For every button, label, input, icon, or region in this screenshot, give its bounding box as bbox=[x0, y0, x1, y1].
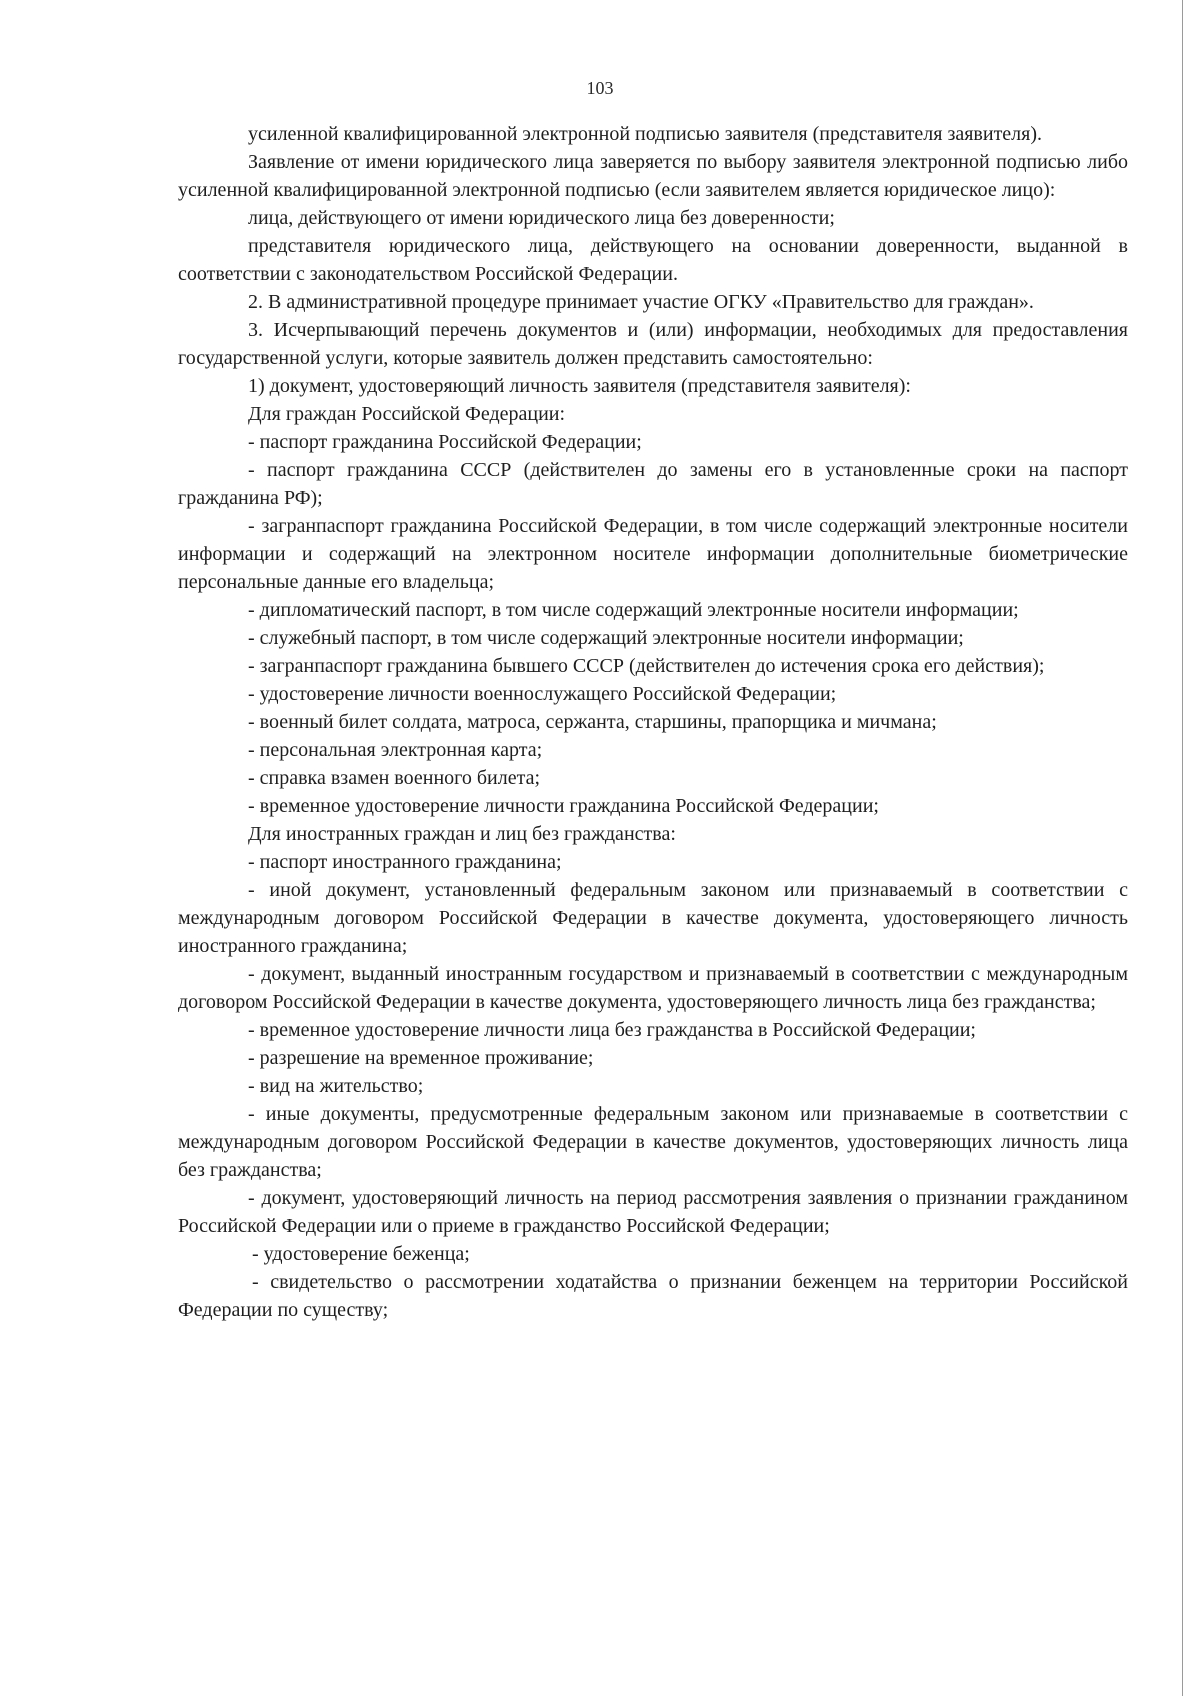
list-item: - паспорт гражданина СССР (действителен до замены его в установленные сроки на паспорт гражданина РФ); bbox=[178, 459, 1128, 509]
list-item: - разрешение на временное проживание; bbox=[248, 1047, 594, 1069]
list-heading: 1) документ, удостоверяющий личность заявителя (представителя заявителя): bbox=[248, 375, 911, 397]
list-item: - иной документ, установленный федеральным законом или признаваемый в соответствии с международным договором Российской Федерации в качестве документа, удостоверяющего личность иностранного гражданина; bbox=[178, 879, 1128, 957]
list-item: - временное удостоверение личности гражданина Российской Федерации; bbox=[248, 795, 879, 817]
list-item: - военный билет солдата, матроса, сержанта, старшины, прапорщика и мичмана; bbox=[248, 711, 937, 733]
list-item: - служебный паспорт, в том числе содержащий электронные носители информации; bbox=[248, 627, 964, 649]
paragraph: 3. Исчерпывающий перечень документов и (или) информации, необходимых для предоставления государственной услуги, которые заявитель должен представить самостоятельно: bbox=[178, 319, 1128, 369]
paragraph: Заявление от имени юридического лица заверяется по выбору заявителя электронной подписью либо усиленной квалифицированной электронной подписью (если заявителем является юридическое лицо): bbox=[178, 151, 1128, 201]
list-item: - персональная электронная карта; bbox=[248, 739, 543, 761]
page-edge-line bbox=[1182, 0, 1183, 1696]
paragraph: лица, действующего от имени юридического лица без доверенности; bbox=[248, 207, 835, 229]
list-item: - свидетельство о рассмотрении ходатайства о признании беженцем на территории Российской Федерации по существу; bbox=[178, 1271, 1128, 1321]
paragraph: 2. В административной процедуре принимает участие ОГКУ «Правительство для граждан». bbox=[248, 291, 1034, 313]
list-item: - вид на жительство; bbox=[248, 1075, 424, 1097]
page-number: 103 bbox=[586, 78, 614, 98]
list-item: - загранпаспорт гражданина бывшего СССР (действителен до истечения срока его действия); bbox=[248, 655, 1045, 677]
list-item: - загранпаспорт гражданина Российской Федерации, в том числе содержащий электронные носители информации и содержащий на электронном носителе информации дополнительные биометрические персональные данные его владельца; bbox=[178, 515, 1128, 593]
paragraph: усиленной квалифицированной электронной подписью заявителя (представителя заявителя). bbox=[248, 123, 1043, 145]
list-item: - временное удостоверение личности лица без гражданства в Российской Федерации; bbox=[248, 1019, 976, 1041]
list-item: - дипломатический паспорт, в том числе содержащий электронные носители информации; bbox=[248, 599, 1019, 621]
paragraph: представителя юридического лица, действующего на основании доверенности, выданной в соответствии с законодательством Российской Федерации. bbox=[178, 235, 1128, 285]
list-item: - документ, выданный иностранным государством и признаваемый в соответствии с международным договором Российской Федерации в качестве документа, удостоверяющего личность лица без гражданства; bbox=[178, 963, 1128, 1013]
list-item: - иные документы, предусмотренные федеральным законом или признаваемые в соответствии с международным договором Российской Федерации в качестве документов, удостоверяющих личность лица без гражданства; bbox=[178, 1103, 1128, 1181]
list-heading: Для граждан Российской Федерации: bbox=[248, 403, 566, 425]
list-item: - паспорт гражданина Российской Федерации; bbox=[248, 431, 642, 453]
list-item: - удостоверение личности военнослужащего Российской Федерации; bbox=[248, 683, 837, 705]
list-item: - удостоверение беженца; bbox=[252, 1243, 470, 1265]
list-item: - справка взамен военного билета; bbox=[248, 767, 541, 789]
list-heading: Для иностранных граждан и лиц без гражданства: bbox=[248, 823, 676, 845]
body-text bbox=[178, 120, 1128, 1324]
list-item: - документ, удостоверяющий личность на период рассмотрения заявления о признании гражданином Российской Федерации или о приеме в гражданство Российской Федерации; bbox=[178, 1187, 1128, 1237]
list-item: - паспорт иностранного гражданина; bbox=[248, 851, 562, 873]
